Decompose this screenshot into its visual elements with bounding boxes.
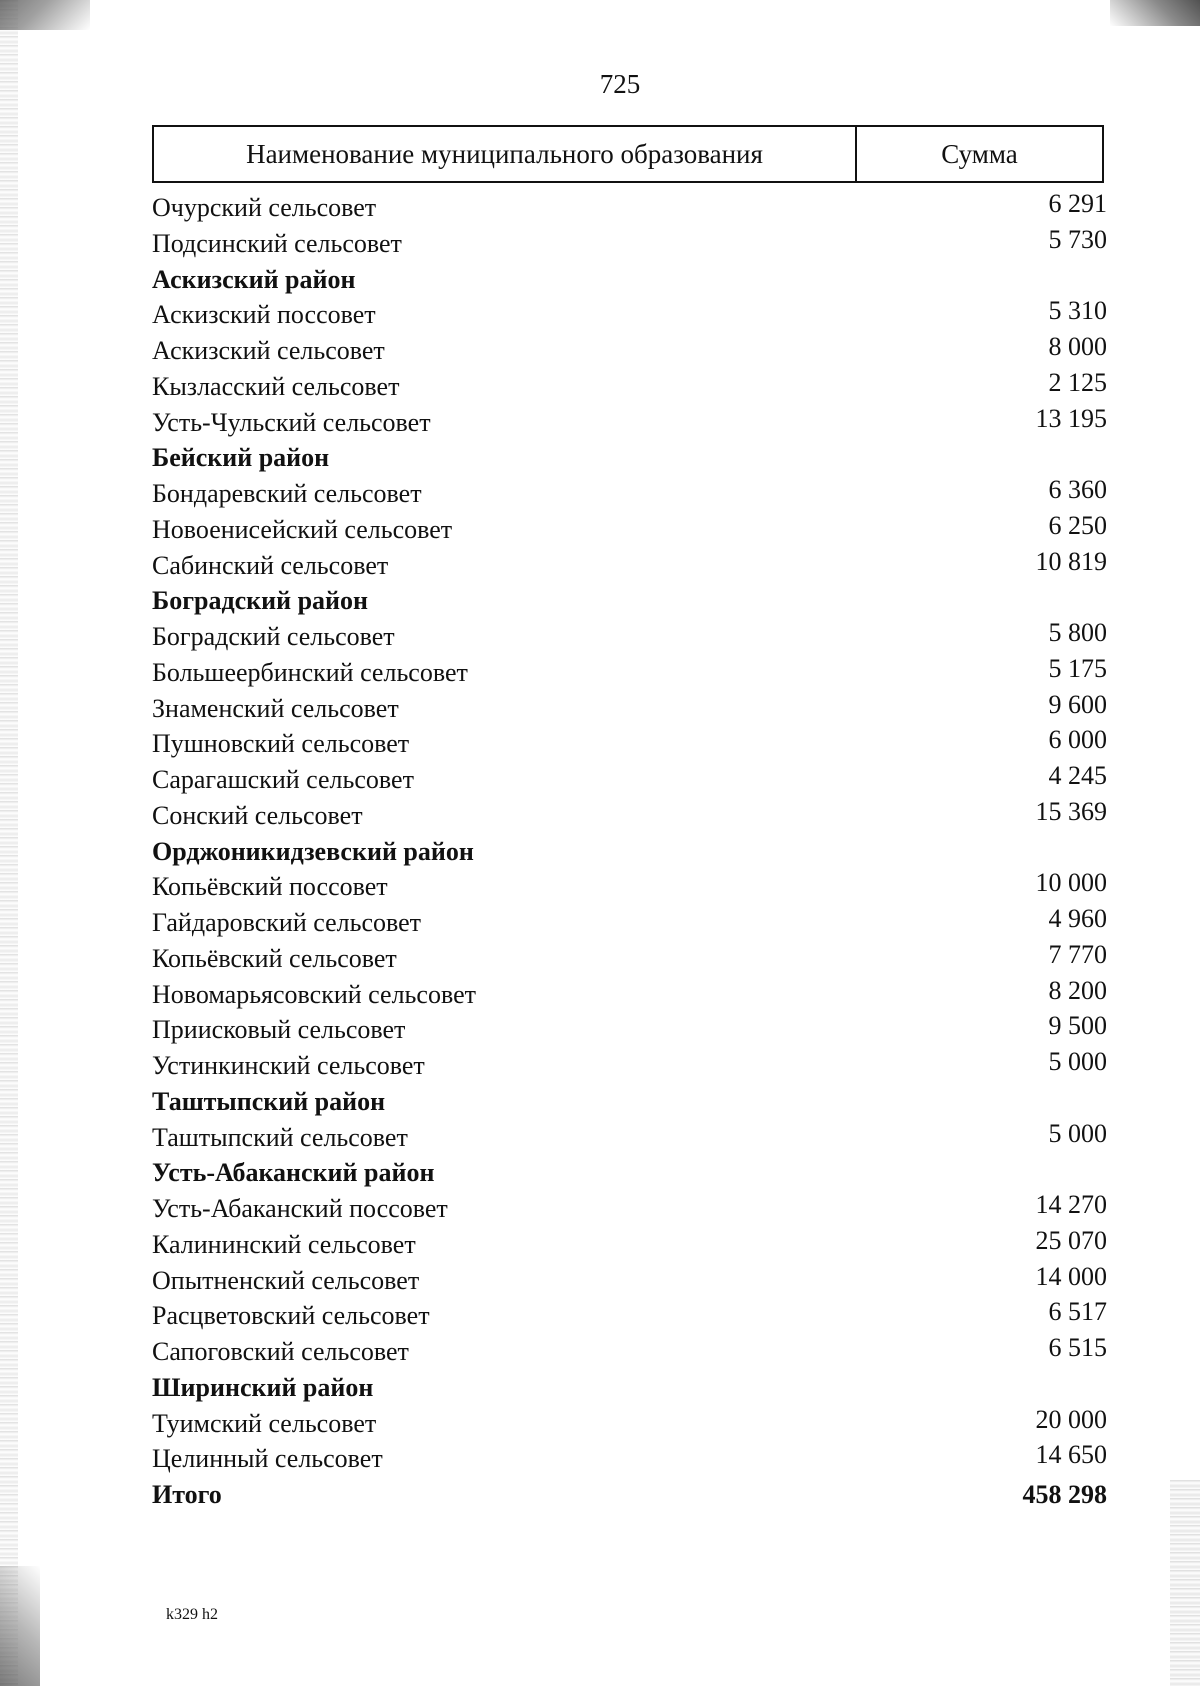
district-heading-row	[152, 582, 1107, 618]
scan-corner-top-right	[1110, 0, 1200, 26]
amount-value: 2 125	[1048, 367, 1107, 397]
table-row	[152, 1440, 1107, 1476]
amount-value: 14 270	[1035, 1190, 1107, 1219]
amount-value: 25 070	[1035, 1225, 1107, 1255]
amount-value: 5 000	[1048, 1047, 1107, 1076]
table-row	[152, 940, 1107, 976]
amount-value: 8 000	[1048, 332, 1107, 361]
scan-edge-right	[1170, 1480, 1200, 1686]
municipality-name: Новоенисейский сельсовет	[152, 514, 453, 544]
amount-value: 8 200	[1048, 975, 1107, 1005]
amount-value: 4 960	[1048, 904, 1107, 933]
municipality-name: Сарагашский сельсовет	[152, 765, 414, 794]
municipality-name: Копьёвский сельсовет	[152, 943, 397, 973]
municipality-name: Опытненский сельсовет	[152, 1265, 420, 1295]
table-header	[152, 125, 1104, 183]
table-row	[152, 189, 1107, 225]
district-heading-row	[152, 833, 1107, 869]
amount-value: 5 800	[1048, 618, 1107, 647]
table-row	[152, 797, 1107, 833]
amount-value: 20 000	[1035, 1404, 1107, 1434]
municipality-name: Усть-Абаканский поссовет	[152, 1194, 448, 1223]
district-heading-row	[152, 1369, 1107, 1405]
total-row	[152, 1476, 1107, 1512]
table-row	[152, 904, 1107, 940]
municipality-name: Туимский сельсовет	[152, 1408, 377, 1438]
municipality-name: Копьёвский поссовет	[152, 872, 388, 902]
table-row	[152, 368, 1107, 404]
municipality-name: Расцветовский сельсовет	[152, 1301, 430, 1331]
amount-value: 5 000	[1048, 1118, 1107, 1148]
table-row	[152, 868, 1107, 904]
table-row	[152, 511, 1107, 547]
amount-value: 9 500	[1048, 1011, 1107, 1041]
amount-value: 4 245	[1048, 761, 1107, 790]
municipality-name: Бондаревский сельсовет	[152, 479, 422, 508]
table-row	[152, 332, 1107, 368]
municipality-name: Аскизский поссовет	[152, 300, 376, 330]
municipality-name: Очурский сельсовет	[152, 193, 377, 222]
district-name: Аскизский район	[152, 264, 356, 294]
table-row	[152, 761, 1107, 797]
municipality-name: Таштыпский сельсовет	[152, 1122, 408, 1152]
table-row	[152, 1047, 1107, 1083]
table-row	[152, 1333, 1107, 1369]
amount-value: 7 770	[1048, 939, 1107, 969]
amount-value: 5 175	[1048, 653, 1107, 683]
table-row	[152, 618, 1107, 654]
table-row	[152, 654, 1107, 690]
district-name: Таштыпский район	[152, 1086, 386, 1116]
amount-value: 14 000	[1035, 1261, 1107, 1291]
table-row	[152, 404, 1107, 440]
header-name-column: Наименование муниципального образования	[154, 127, 857, 181]
municipality-name: Сапоговский сельсовет	[152, 1337, 409, 1366]
amount-value: 5 310	[1048, 296, 1107, 326]
table-row	[152, 976, 1107, 1012]
district-name: Орджоникидзевский район	[152, 836, 474, 866]
municipality-name: Кызласский сельсовет	[152, 371, 400, 401]
table-row	[152, 725, 1107, 761]
district-heading-row	[152, 1154, 1107, 1190]
table-row	[152, 690, 1107, 726]
amount-value: 5 730	[1048, 224, 1107, 254]
total-value: 458 298	[1022, 1480, 1107, 1509]
amount-value: 6 000	[1048, 725, 1107, 755]
amount-value: 15 369	[1035, 796, 1107, 826]
table-row	[152, 1011, 1107, 1047]
municipality-name: Усть-Чульский сельсовет	[152, 407, 431, 437]
table-row	[152, 547, 1107, 583]
municipality-name: Приисковый сельсовет	[152, 1015, 406, 1045]
amount-value: 6 360	[1048, 475, 1107, 504]
header-sum-column: Сумма	[941, 138, 1018, 169]
scan-corner-top-left	[0, 0, 90, 30]
district-heading-row	[152, 439, 1107, 475]
municipality-name: Аскизский сельсовет	[152, 336, 385, 365]
table-row	[152, 1262, 1107, 1298]
total-label: Итого	[152, 1480, 222, 1509]
municipality-name: Калининский сельсовет	[152, 1229, 416, 1259]
table-row	[152, 1226, 1107, 1262]
scan-corner-bottom-left	[0, 1566, 40, 1686]
amount-value: 13 195	[1035, 403, 1107, 433]
amount-value: 6 517	[1048, 1297, 1107, 1327]
amount-value: 14 650	[1035, 1440, 1107, 1470]
municipality-name: Целинный сельсовет	[152, 1444, 383, 1474]
municipality-name: Большеербинский сельсовет	[152, 657, 468, 687]
municipality-name: Подсинский сельсовет	[152, 228, 402, 258]
table-row	[152, 1119, 1107, 1155]
table-row	[152, 225, 1107, 261]
municipality-name: Сабинский сельсовет	[152, 550, 389, 580]
table-row	[152, 1297, 1107, 1333]
municipality-name: Новомарьясовский сельсовет	[152, 979, 476, 1009]
district-name: Бейский район	[152, 443, 330, 473]
amount-value: 10 000	[1035, 868, 1107, 898]
municipality-name: Устинкинский сельсовет	[152, 1051, 425, 1080]
footer-code: k329 h2	[166, 1606, 218, 1623]
municipality-name: Знаменский сельсовет	[152, 693, 399, 723]
district-name: Боградский район	[152, 586, 369, 616]
district-heading-row	[152, 1083, 1107, 1119]
amount-value: 6 515	[1048, 1333, 1107, 1362]
table-body	[152, 189, 1107, 1512]
table-row	[152, 296, 1107, 332]
district-name: Ширинский район	[152, 1372, 374, 1402]
page-number: 725	[599, 69, 641, 99]
municipality-name: Боградский сельсовет	[152, 622, 395, 651]
table-row	[152, 1405, 1107, 1441]
district-name: Усть-Абаканский район	[152, 1158, 435, 1188]
municipality-name: Пушновский сельсовет	[152, 729, 410, 759]
amount-value: 9 600	[1048, 689, 1107, 719]
district-heading-row	[152, 261, 1107, 297]
table-row	[152, 1190, 1107, 1226]
amount-value: 6 250	[1048, 510, 1107, 540]
table-row	[152, 475, 1107, 511]
municipality-name: Сонский сельсовет	[152, 800, 363, 830]
scan-edge-left	[0, 0, 18, 1686]
amount-value: 10 819	[1035, 546, 1107, 576]
amount-value: 6 291	[1048, 189, 1107, 218]
municipality-name: Гайдаровский сельсовет	[152, 908, 422, 937]
